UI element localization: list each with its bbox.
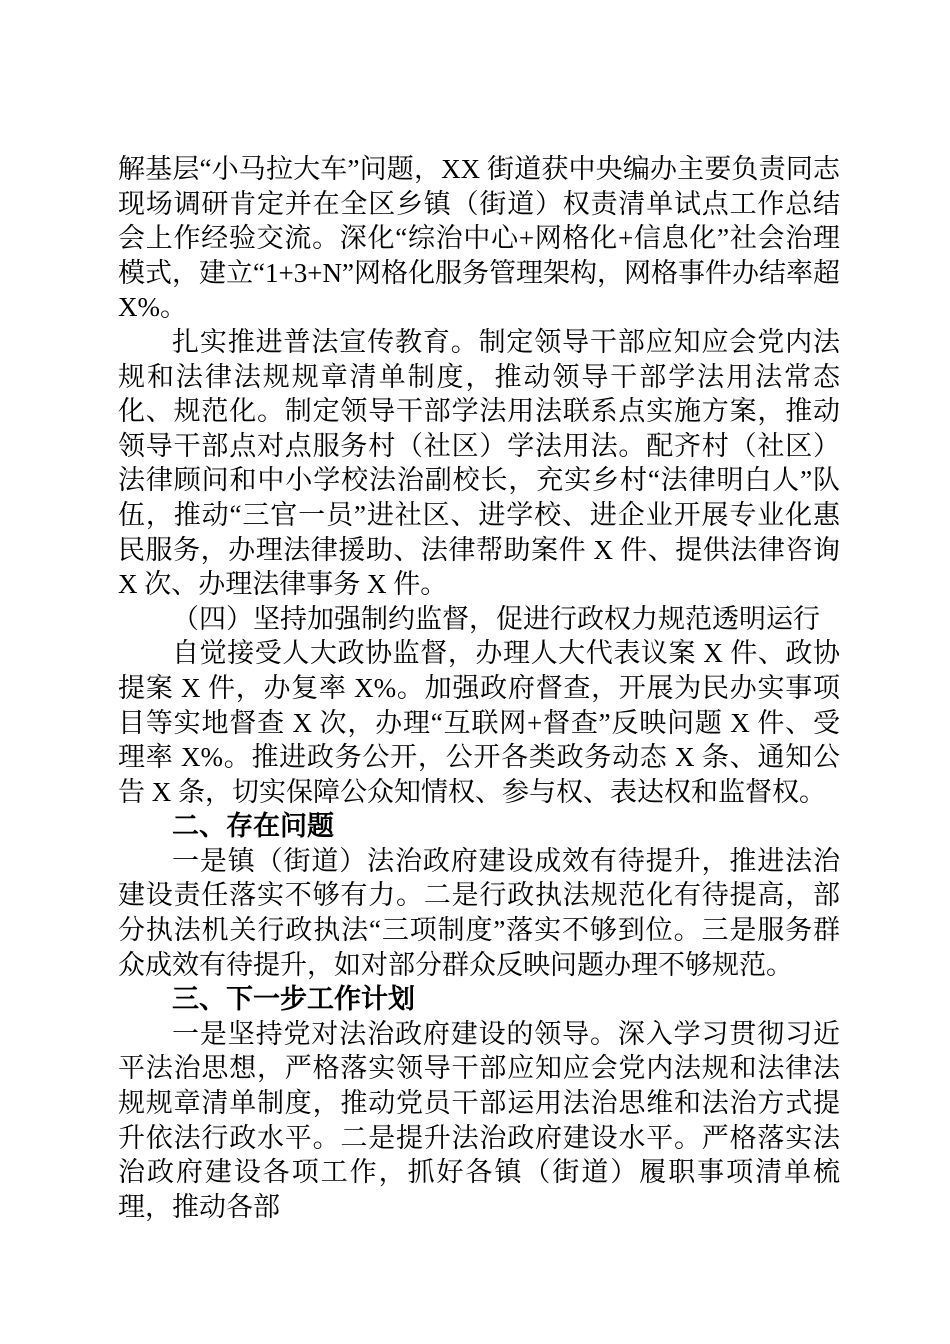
paragraph: 解基层“小马拉大车”问题，XX 街道获中央编办主要负责同志现场调研肯定并在全区乡镇（街道）权责清单试点工作总结会上作经验交流。深化“综治中心+网格化+信息化”社会治理模式，建立“1+3+N”网格化服务管理架构，网格事件办结率超 X%。: [118, 154, 840, 323]
paragraph: （四）坚持加强制约监督，促进行政权力规范透明运行: [172, 603, 820, 634]
section-heading: 三、下一步工作计划: [172, 984, 415, 1015]
paragraph: 扎实推进普法宣传教育。制定领导干部应知应会党内法规和法律法规规章清单制度，推动领导干部学法用法常态化、规范化。制定领导干部学法用法联系点实施方案，推动领导干部点对点服务村（社区）学法用法。配齐村（社区）法律顾问和中小学校法治副校长，充实乡村“法律明白人”队伍，推动“三官一员”进社区、进学校、进企业开展专业化惠民服务，办理法律援助、法律帮助案件 X 件、提供法律咨询 X 次、办理法律事务 X 件。: [118, 326, 840, 600]
paragraph: 一是镇（街道）法治政府建设成效有待提升，推进法治建设责任落实不够有力。二是行政执法规范化有待提高，部分执法机关行政执法“三项制度”落实不够到位。三是服务群众成效有待提升，如对部分群众反映问题办理不够规范。: [118, 845, 840, 980]
section-heading: 二、存在问题: [172, 811, 334, 842]
paragraph: 自觉接受人大政协监督，办理人大代表议案 X 件、政协提案 X 件，办复率 X%。加强政府督查，开展为民办实事项目等实地督查 X 次，办理“互联网+督查”反映问题 X 件、受理率 X%。推进政务公开，公开各类政务动态 X 条、通知公告 X 条，切实保障公众知情权、参与权、表达权和监督权。: [118, 638, 840, 807]
paragraph: 一是坚持党对法治政府建设的领导。深入学习贯彻习近平法治思想，严格落实领导干部应知应会党内法规和法律法规规章清单制度，推动党员干部运用法治思维和法治方式提升依法行政水平。二是提升法治政府建设水平。严格落实法治政府建设各项工作，抓好各镇（街道）履职事项清单梳理，推动各部: [118, 1018, 840, 1222]
document-body: [118, 152, 840, 1224]
